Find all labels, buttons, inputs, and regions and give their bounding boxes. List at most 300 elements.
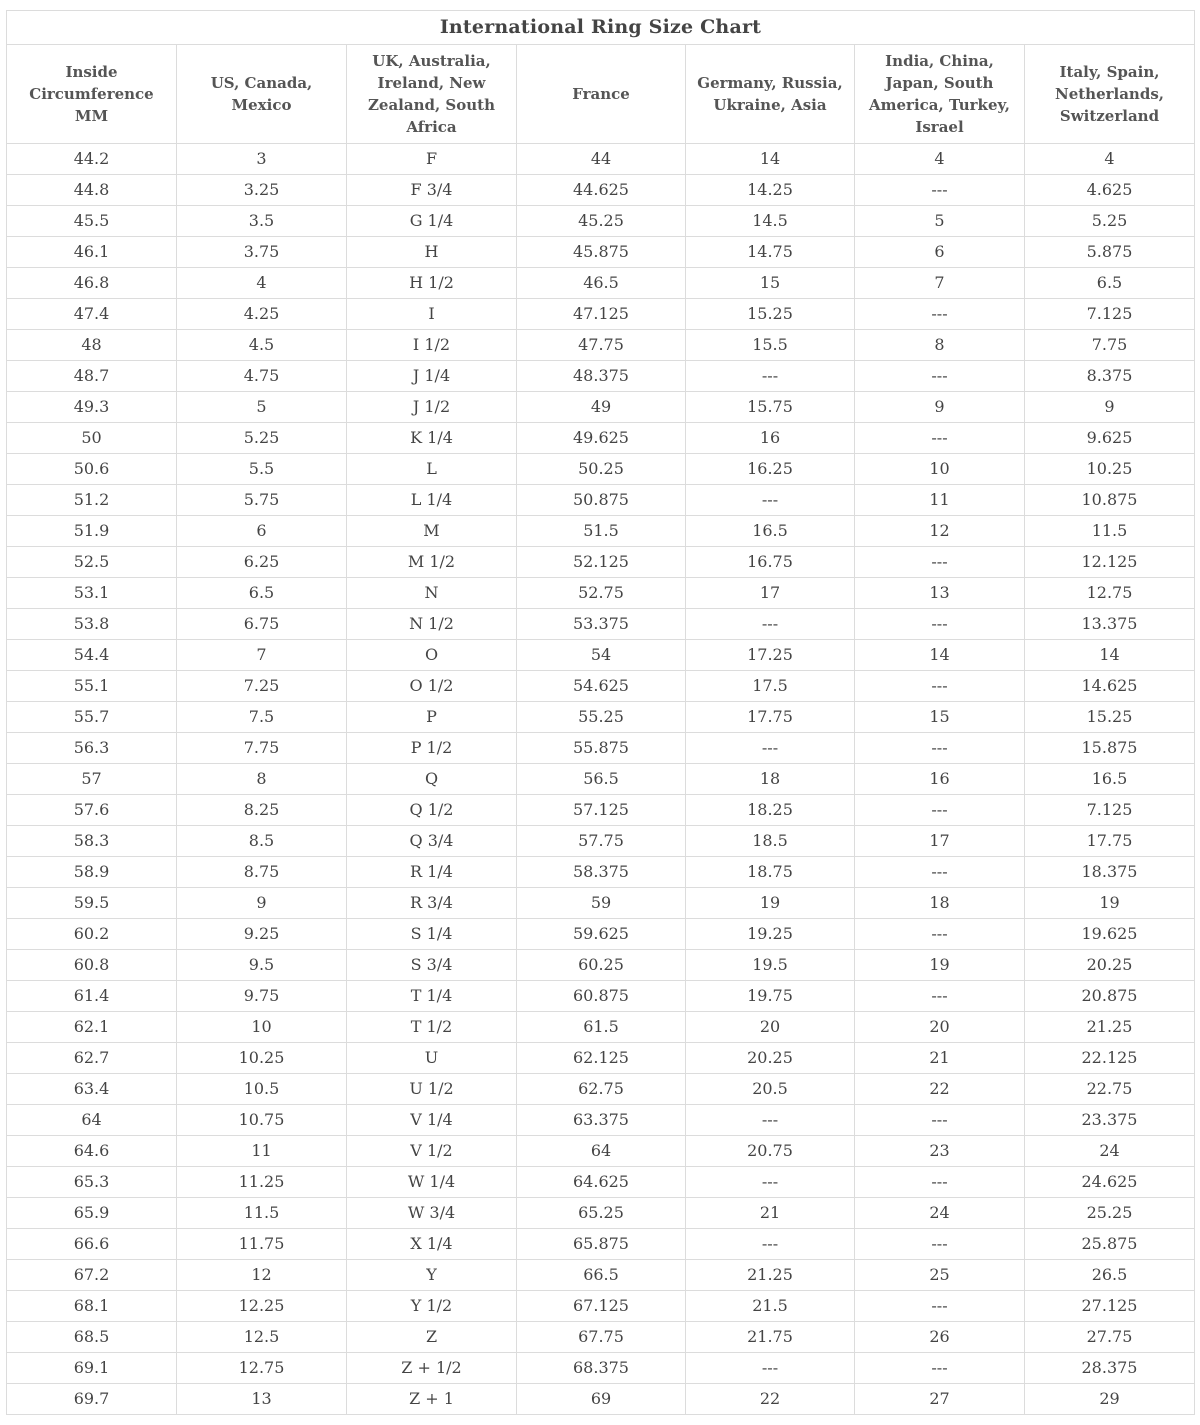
cell-us: 10.5	[177, 1074, 347, 1105]
cell-france: 59.625	[517, 919, 686, 950]
cell-india: 14	[855, 640, 1025, 671]
cell-italy: 6.5	[1025, 268, 1195, 299]
cell-india: 15	[855, 702, 1025, 733]
table-row	[7, 1229, 1195, 1260]
header-us-canada-mexico: US, Canada, Mexico	[177, 45, 347, 144]
cell-germany: ---	[686, 609, 855, 640]
cell-germany: 16.5	[686, 516, 855, 547]
cell-uk: W 3/4	[347, 1198, 517, 1229]
cell-italy: 26.5	[1025, 1260, 1195, 1291]
cell-france: 52.125	[517, 547, 686, 578]
cell-us: 5	[177, 392, 347, 423]
header-france: France	[517, 45, 686, 144]
table-row	[7, 299, 1195, 330]
cell-us: 4.75	[177, 361, 347, 392]
cell-germany: 15	[686, 268, 855, 299]
cell-italy: 7.75	[1025, 330, 1195, 361]
cell-italy: 29	[1025, 1384, 1195, 1415]
cell-inside-circumference: 46.8	[7, 268, 177, 299]
cell-italy: 19	[1025, 888, 1195, 919]
table-row	[7, 361, 1195, 392]
cell-italy: 18.375	[1025, 857, 1195, 888]
table-row	[7, 330, 1195, 361]
cell-inside-circumference: 65.3	[7, 1167, 177, 1198]
cell-uk: H	[347, 237, 517, 268]
cell-us: 10	[177, 1012, 347, 1043]
cell-us: 8	[177, 764, 347, 795]
cell-italy: 20.25	[1025, 950, 1195, 981]
cell-us: 7.5	[177, 702, 347, 733]
table-row	[7, 764, 1195, 795]
cell-germany: 18.25	[686, 795, 855, 826]
cell-germany: 15.5	[686, 330, 855, 361]
cell-uk: S 1/4	[347, 919, 517, 950]
cell-india: ---	[855, 981, 1025, 1012]
cell-italy: 14.625	[1025, 671, 1195, 702]
cell-uk: O	[347, 640, 517, 671]
cell-us: 9	[177, 888, 347, 919]
cell-germany: 14	[686, 144, 855, 175]
cell-italy: 9	[1025, 392, 1195, 423]
cell-india: ---	[855, 1229, 1025, 1260]
cell-italy: 25.25	[1025, 1198, 1195, 1229]
cell-inside-circumference: 60.2	[7, 919, 177, 950]
cell-us: 12	[177, 1260, 347, 1291]
cell-us: 4.5	[177, 330, 347, 361]
cell-india: ---	[855, 175, 1025, 206]
cell-inside-circumference: 63.4	[7, 1074, 177, 1105]
cell-uk: I 1/2	[347, 330, 517, 361]
table-row	[7, 1074, 1195, 1105]
cell-india: ---	[855, 609, 1025, 640]
cell-italy: 17.75	[1025, 826, 1195, 857]
cell-germany: 19.25	[686, 919, 855, 950]
cell-germany: 18	[686, 764, 855, 795]
cell-us: 10.25	[177, 1043, 347, 1074]
cell-us: 13	[177, 1384, 347, 1415]
cell-france: 64.625	[517, 1167, 686, 1198]
cell-uk: K 1/4	[347, 423, 517, 454]
cell-us: 12.75	[177, 1353, 347, 1384]
cell-uk: Q	[347, 764, 517, 795]
cell-india: ---	[855, 1353, 1025, 1384]
cell-italy: 24.625	[1025, 1167, 1195, 1198]
table-row	[7, 485, 1195, 516]
cell-us: 11.75	[177, 1229, 347, 1260]
cell-france: 65.875	[517, 1229, 686, 1260]
cell-inside-circumference: 50.6	[7, 454, 177, 485]
cell-india: 24	[855, 1198, 1025, 1229]
table-row	[7, 888, 1195, 919]
cell-germany: 21.75	[686, 1322, 855, 1353]
cell-us: 3.25	[177, 175, 347, 206]
table-row	[7, 1105, 1195, 1136]
cell-us: 3.5	[177, 206, 347, 237]
cell-italy: 10.25	[1025, 454, 1195, 485]
cell-uk: T 1/4	[347, 981, 517, 1012]
cell-uk: X 1/4	[347, 1229, 517, 1260]
table-row	[7, 1198, 1195, 1229]
cell-france: 47.75	[517, 330, 686, 361]
cell-germany: 21	[686, 1198, 855, 1229]
cell-germany: 14.5	[686, 206, 855, 237]
cell-india: 6	[855, 237, 1025, 268]
cell-italy: 22.75	[1025, 1074, 1195, 1105]
table-row	[7, 206, 1195, 237]
cell-italy: 9.625	[1025, 423, 1195, 454]
cell-inside-circumference: 46.1	[7, 237, 177, 268]
cell-inside-circumference: 61.4	[7, 981, 177, 1012]
table-row	[7, 702, 1195, 733]
table-row	[7, 609, 1195, 640]
cell-germany: 17.25	[686, 640, 855, 671]
cell-india: 23	[855, 1136, 1025, 1167]
cell-india: 21	[855, 1043, 1025, 1074]
cell-inside-circumference: 64	[7, 1105, 177, 1136]
cell-uk: Y 1/2	[347, 1291, 517, 1322]
cell-india: 18	[855, 888, 1025, 919]
cell-india: ---	[855, 423, 1025, 454]
cell-germany: 21.25	[686, 1260, 855, 1291]
cell-italy: 20.875	[1025, 981, 1195, 1012]
cell-germany: ---	[686, 485, 855, 516]
cell-inside-circumference: 65.9	[7, 1198, 177, 1229]
cell-france: 49.625	[517, 423, 686, 454]
cell-italy: 23.375	[1025, 1105, 1195, 1136]
cell-india: 22	[855, 1074, 1025, 1105]
cell-inside-circumference: 54.4	[7, 640, 177, 671]
cell-us: 6.75	[177, 609, 347, 640]
cell-uk: Z + 1/2	[347, 1353, 517, 1384]
cell-india: ---	[855, 795, 1025, 826]
cell-france: 44	[517, 144, 686, 175]
cell-germany: 17.5	[686, 671, 855, 702]
table-row	[7, 1043, 1195, 1074]
cell-inside-circumference: 52.5	[7, 547, 177, 578]
cell-india: ---	[855, 1105, 1025, 1136]
cell-france: 65.25	[517, 1198, 686, 1229]
table-row	[7, 237, 1195, 268]
cell-uk: M 1/2	[347, 547, 517, 578]
cell-germany: 14.25	[686, 175, 855, 206]
table-row	[7, 1291, 1195, 1322]
table-row	[7, 1322, 1195, 1353]
cell-uk: W 1/4	[347, 1167, 517, 1198]
cell-france: 49	[517, 392, 686, 423]
cell-uk: V 1/2	[347, 1136, 517, 1167]
cell-italy: 15.875	[1025, 733, 1195, 764]
cell-inside-circumference: 49.3	[7, 392, 177, 423]
table-row	[7, 671, 1195, 702]
cell-france: 54	[517, 640, 686, 671]
cell-india: 11	[855, 485, 1025, 516]
cell-india: ---	[855, 857, 1025, 888]
cell-germany: 19	[686, 888, 855, 919]
table-row	[7, 547, 1195, 578]
cell-uk: I	[347, 299, 517, 330]
cell-india: 16	[855, 764, 1025, 795]
cell-us: 8.75	[177, 857, 347, 888]
cell-india: ---	[855, 671, 1025, 702]
cell-inside-circumference: 53.1	[7, 578, 177, 609]
cell-italy: 21.25	[1025, 1012, 1195, 1043]
cell-france: 63.375	[517, 1105, 686, 1136]
table-row	[7, 733, 1195, 764]
cell-inside-circumference: 62.1	[7, 1012, 177, 1043]
cell-italy: 10.875	[1025, 485, 1195, 516]
cell-inside-circumference: 69.7	[7, 1384, 177, 1415]
cell-france: 53.375	[517, 609, 686, 640]
cell-france: 44.625	[517, 175, 686, 206]
cell-italy: 22.125	[1025, 1043, 1195, 1074]
header-germany-russia: Germany, Russia, Ukraine, Asia	[686, 45, 855, 144]
cell-italy: 7.125	[1025, 299, 1195, 330]
table-row	[7, 1136, 1195, 1167]
table-row	[7, 857, 1195, 888]
cell-germany: ---	[686, 733, 855, 764]
cell-us: 5.5	[177, 454, 347, 485]
cell-india: ---	[855, 1167, 1025, 1198]
cell-france: 62.75	[517, 1074, 686, 1105]
table-row	[7, 919, 1195, 950]
cell-italy: 15.25	[1025, 702, 1195, 733]
cell-inside-circumference: 69.1	[7, 1353, 177, 1384]
cell-uk: Z + 1	[347, 1384, 517, 1415]
cell-inside-circumference: 45.5	[7, 206, 177, 237]
cell-inside-circumference: 57	[7, 764, 177, 795]
cell-inside-circumference: 44.2	[7, 144, 177, 175]
cell-germany: 14.75	[686, 237, 855, 268]
table-row	[7, 392, 1195, 423]
cell-us: 8.25	[177, 795, 347, 826]
cell-india: 5	[855, 206, 1025, 237]
cell-inside-circumference: 60.8	[7, 950, 177, 981]
cell-italy: 7.125	[1025, 795, 1195, 826]
cell-uk: Z	[347, 1322, 517, 1353]
cell-india: 27	[855, 1384, 1025, 1415]
table-row	[7, 1384, 1195, 1415]
cell-germany: ---	[686, 1353, 855, 1384]
cell-india: ---	[855, 733, 1025, 764]
cell-us: 12.5	[177, 1322, 347, 1353]
cell-india: 12	[855, 516, 1025, 547]
cell-germany: 15.75	[686, 392, 855, 423]
cell-germany: ---	[686, 361, 855, 392]
header-italy-spain: Italy, Spain, Netherlands, Switzerland	[1025, 45, 1195, 144]
cell-italy: 8.375	[1025, 361, 1195, 392]
cell-uk: T 1/2	[347, 1012, 517, 1043]
cell-italy: 27.125	[1025, 1291, 1195, 1322]
cell-germany: 16.25	[686, 454, 855, 485]
cell-france: 58.375	[517, 857, 686, 888]
ring-size-table	[6, 10, 1195, 1415]
cell-germany: 18.5	[686, 826, 855, 857]
cell-us: 6.25	[177, 547, 347, 578]
cell-inside-circumference: 67.2	[7, 1260, 177, 1291]
cell-italy: 28.375	[1025, 1353, 1195, 1384]
cell-france: 48.375	[517, 361, 686, 392]
cell-italy: 24	[1025, 1136, 1195, 1167]
cell-uk: Y	[347, 1260, 517, 1291]
table-row	[7, 640, 1195, 671]
cell-uk: J 1/4	[347, 361, 517, 392]
cell-us: 6.5	[177, 578, 347, 609]
cell-france: 55.875	[517, 733, 686, 764]
cell-inside-circumference: 58.9	[7, 857, 177, 888]
cell-uk: Q 3/4	[347, 826, 517, 857]
cell-inside-circumference: 50	[7, 423, 177, 454]
cell-uk: Q 1/2	[347, 795, 517, 826]
cell-france: 57.125	[517, 795, 686, 826]
cell-germany: ---	[686, 1167, 855, 1198]
cell-france: 69	[517, 1384, 686, 1415]
cell-uk: S 3/4	[347, 950, 517, 981]
cell-inside-circumference: 62.7	[7, 1043, 177, 1074]
cell-us: 12.25	[177, 1291, 347, 1322]
cell-india: 4	[855, 144, 1025, 175]
cell-germany: 20.75	[686, 1136, 855, 1167]
cell-us: 11.5	[177, 1198, 347, 1229]
cell-france: 62.125	[517, 1043, 686, 1074]
cell-france: 60.875	[517, 981, 686, 1012]
cell-uk: G 1/4	[347, 206, 517, 237]
header-inside-circumference: Inside Circumference MM	[7, 45, 177, 144]
cell-inside-circumference: 51.9	[7, 516, 177, 547]
cell-italy: 25.875	[1025, 1229, 1195, 1260]
cell-uk: L 1/4	[347, 485, 517, 516]
cell-germany: 22	[686, 1384, 855, 1415]
cell-inside-circumference: 56.3	[7, 733, 177, 764]
cell-inside-circumference: 66.6	[7, 1229, 177, 1260]
cell-india: ---	[855, 299, 1025, 330]
cell-italy: 5.875	[1025, 237, 1195, 268]
cell-us: 11.25	[177, 1167, 347, 1198]
chart-title: International Ring Size Chart	[6, 10, 1195, 44]
cell-inside-circumference: 57.6	[7, 795, 177, 826]
cell-india: 9	[855, 392, 1025, 423]
cell-us: 3	[177, 144, 347, 175]
cell-us: 7.75	[177, 733, 347, 764]
cell-france: 45.875	[517, 237, 686, 268]
cell-germany: 20	[686, 1012, 855, 1043]
cell-germany: 18.75	[686, 857, 855, 888]
table-row	[7, 1260, 1195, 1291]
cell-germany: 20.25	[686, 1043, 855, 1074]
cell-india: 20	[855, 1012, 1025, 1043]
cell-us: 3.75	[177, 237, 347, 268]
cell-uk: U 1/2	[347, 1074, 517, 1105]
cell-us: 4.25	[177, 299, 347, 330]
cell-india: ---	[855, 361, 1025, 392]
cell-italy: 14	[1025, 640, 1195, 671]
cell-us: 7	[177, 640, 347, 671]
cell-uk: F 3/4	[347, 175, 517, 206]
cell-us: 11	[177, 1136, 347, 1167]
cell-germany: 15.25	[686, 299, 855, 330]
cell-india: 10	[855, 454, 1025, 485]
cell-germany: 17.75	[686, 702, 855, 733]
cell-india: 8	[855, 330, 1025, 361]
cell-inside-circumference: 48.7	[7, 361, 177, 392]
cell-germany: 19.75	[686, 981, 855, 1012]
cell-italy: 27.75	[1025, 1322, 1195, 1353]
cell-uk: V 1/4	[347, 1105, 517, 1136]
cell-inside-circumference: 68.5	[7, 1322, 177, 1353]
cell-france: 60.25	[517, 950, 686, 981]
cell-uk: P	[347, 702, 517, 733]
header-row	[7, 45, 1195, 144]
table-row	[7, 1167, 1195, 1198]
cell-inside-circumference: 58.3	[7, 826, 177, 857]
cell-italy: 12.125	[1025, 547, 1195, 578]
cell-india: ---	[855, 547, 1025, 578]
table-row	[7, 144, 1195, 175]
cell-france: 57.75	[517, 826, 686, 857]
cell-india: ---	[855, 1291, 1025, 1322]
table-row	[7, 454, 1195, 485]
cell-inside-circumference: 64.6	[7, 1136, 177, 1167]
table-row	[7, 826, 1195, 857]
cell-france: 66.5	[517, 1260, 686, 1291]
cell-uk: J 1/2	[347, 392, 517, 423]
cell-uk: U	[347, 1043, 517, 1074]
cell-france: 52.75	[517, 578, 686, 609]
cell-france: 50.875	[517, 485, 686, 516]
cell-us: 4	[177, 268, 347, 299]
cell-italy: 13.375	[1025, 609, 1195, 640]
cell-us: 8.5	[177, 826, 347, 857]
cell-germany: ---	[686, 1105, 855, 1136]
table-body	[7, 144, 1195, 1415]
cell-france: 68.375	[517, 1353, 686, 1384]
cell-india: 7	[855, 268, 1025, 299]
cell-us: 5.25	[177, 423, 347, 454]
cell-india: ---	[855, 919, 1025, 950]
table-row	[7, 423, 1195, 454]
table-row	[7, 1353, 1195, 1384]
cell-inside-circumference: 68.1	[7, 1291, 177, 1322]
cell-inside-circumference: 44.8	[7, 175, 177, 206]
cell-uk: L	[347, 454, 517, 485]
cell-us: 9.5	[177, 950, 347, 981]
cell-italy: 4.625	[1025, 175, 1195, 206]
table-row	[7, 175, 1195, 206]
cell-india: 17	[855, 826, 1025, 857]
cell-italy: 12.75	[1025, 578, 1195, 609]
cell-inside-circumference: 53.8	[7, 609, 177, 640]
cell-us: 10.75	[177, 1105, 347, 1136]
cell-germany: 19.5	[686, 950, 855, 981]
table-row	[7, 981, 1195, 1012]
cell-italy: 11.5	[1025, 516, 1195, 547]
cell-italy: 5.25	[1025, 206, 1195, 237]
cell-france: 51.5	[517, 516, 686, 547]
cell-france: 67.75	[517, 1322, 686, 1353]
cell-uk: M	[347, 516, 517, 547]
cell-us: 6	[177, 516, 347, 547]
cell-france: 59	[517, 888, 686, 919]
cell-uk: R 3/4	[347, 888, 517, 919]
cell-france: 56.5	[517, 764, 686, 795]
cell-uk: P 1/2	[347, 733, 517, 764]
cell-inside-circumference: 51.2	[7, 485, 177, 516]
cell-germany: ---	[686, 1229, 855, 1260]
table-row	[7, 950, 1195, 981]
cell-france: 55.25	[517, 702, 686, 733]
table-row	[7, 516, 1195, 547]
table-row	[7, 1012, 1195, 1043]
header-india-china-japan: India, China, Japan, South America, Turkey, Israel	[855, 45, 1025, 144]
